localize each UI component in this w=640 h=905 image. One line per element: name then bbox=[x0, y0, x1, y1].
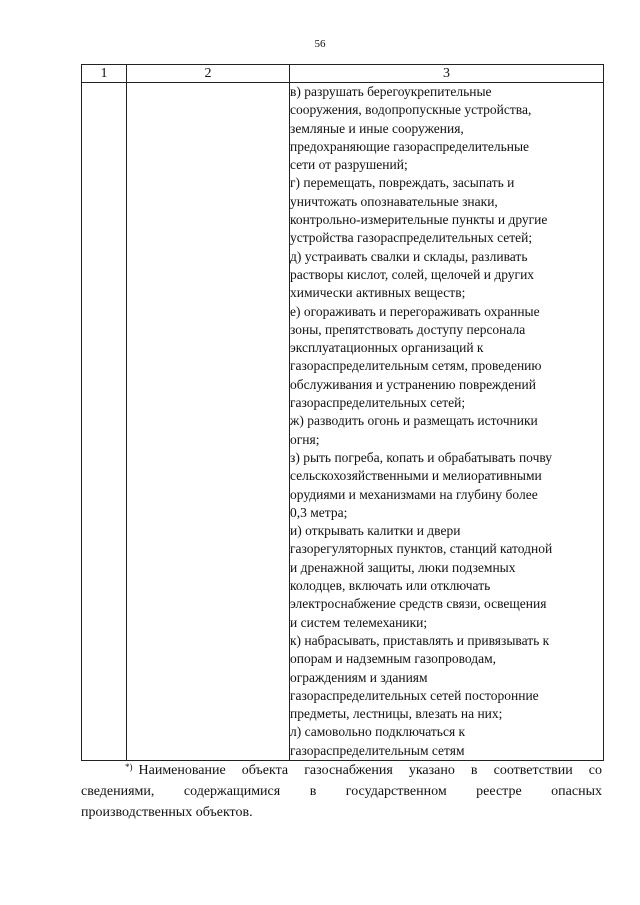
footnote-line: сведениями, содержащимися в государственном реестре опасных bbox=[81, 784, 602, 799]
restriction-text-line: д) устраивать свалки и склады, разливать bbox=[290, 248, 528, 264]
restriction-text-line: газораспределительных сетей посторонние bbox=[290, 687, 539, 703]
table-cell-col2 bbox=[127, 83, 290, 761]
restriction-text-line: сети от разрушений; bbox=[290, 157, 408, 173]
footnote-marker: *) bbox=[125, 762, 133, 772]
restriction-text-line: обслуживания и устранению повреждений bbox=[290, 376, 536, 392]
restriction-text-line: и дренажной защиты, люки подземных bbox=[290, 559, 516, 575]
restrictions-table bbox=[81, 64, 604, 761]
restriction-text-line: контрольно-измерительные пункты и другие bbox=[290, 212, 548, 228]
restriction-text-line: предохраняющие газораспределительные bbox=[290, 138, 530, 154]
restriction-text-line: 0,3 метра; bbox=[290, 504, 348, 520]
restriction-text-line: эксплуатационных организаций к bbox=[290, 340, 484, 356]
table-header-row bbox=[82, 65, 604, 83]
restriction-text-line: растворы кислот, солей, щелочей и других bbox=[290, 266, 535, 282]
table-row bbox=[82, 83, 604, 761]
restriction-text-line: сельскохозяйственными и мелиоративными bbox=[290, 468, 542, 484]
page-number: 56 bbox=[314, 38, 326, 50]
restriction-text-line: газорегуляторных пунктов, станций катодной bbox=[290, 541, 553, 557]
footnote bbox=[81, 760, 602, 823]
table-cell-col1 bbox=[82, 83, 127, 761]
restriction-text-line: уничтожать опознавательные знаки, bbox=[290, 193, 498, 209]
restriction-text-line: з) рыть погреба, копать и обрабатывать почву bbox=[290, 449, 553, 465]
column-header-3: 3 bbox=[290, 65, 604, 83]
restriction-text-line: г) перемещать, повреждать, засыпать и bbox=[290, 175, 515, 191]
restriction-text-line: ограждениям и зданиям bbox=[290, 669, 428, 685]
footnote-line bbox=[81, 760, 602, 781]
table-cell-col3 bbox=[290, 83, 604, 761]
restriction-text-line: к) набрасывать, приставлять и привязывать к bbox=[290, 632, 550, 648]
restriction-text-line: огня; bbox=[290, 431, 320, 447]
restriction-text-line: и систем телемеханики; bbox=[290, 614, 428, 630]
restriction-text-line: и) открывать калитки и двери bbox=[290, 523, 461, 539]
footnote-text: Наименование объекта газоснабжения указано в соответствии со bbox=[138, 763, 602, 778]
restriction-text-line: е) огораживать и перегораживать охранные bbox=[290, 303, 540, 319]
restriction-text-line: газораспределительным сетям bbox=[290, 742, 465, 758]
column-header-2: 2 bbox=[127, 65, 290, 83]
restriction-text-line: ж) разводить огонь и размещать источники bbox=[290, 413, 538, 429]
restriction-text-line: сооружения, водопропускные устройства, bbox=[290, 102, 532, 118]
restriction-text-line: опорам и надземным газопроводам, bbox=[290, 651, 496, 667]
footnote-line: производственных объектов. bbox=[81, 805, 253, 820]
restriction-text-line: предметы, лестницы, влезать на них; bbox=[290, 706, 503, 722]
restriction-text-line: колодцев, включать или отключать bbox=[290, 578, 491, 594]
restriction-text-line: химически активных веществ; bbox=[290, 285, 466, 301]
restriction-text-line: орудиями и механизмами на глубину более bbox=[290, 486, 538, 502]
column-header-1: 1 bbox=[82, 65, 127, 83]
restriction-text-line: электроснабжение средств связи, освещения bbox=[290, 596, 547, 612]
restriction-text-line: газораспределительных сетей; bbox=[290, 395, 466, 411]
restriction-text-line: зоны, препятствовать доступу персонала bbox=[290, 321, 526, 337]
restriction-text-line: газораспределительным сетям, проведению bbox=[290, 358, 542, 374]
restriction-text-line: в) разрушать берегоукрепительные bbox=[290, 84, 492, 99]
restriction-text-line: л) самовольно подключаться к bbox=[290, 724, 466, 740]
restriction-text-line: устройства газораспределительных сетей; bbox=[290, 230, 533, 246]
restriction-text-line: земляные и иные сооружения, bbox=[290, 120, 464, 136]
